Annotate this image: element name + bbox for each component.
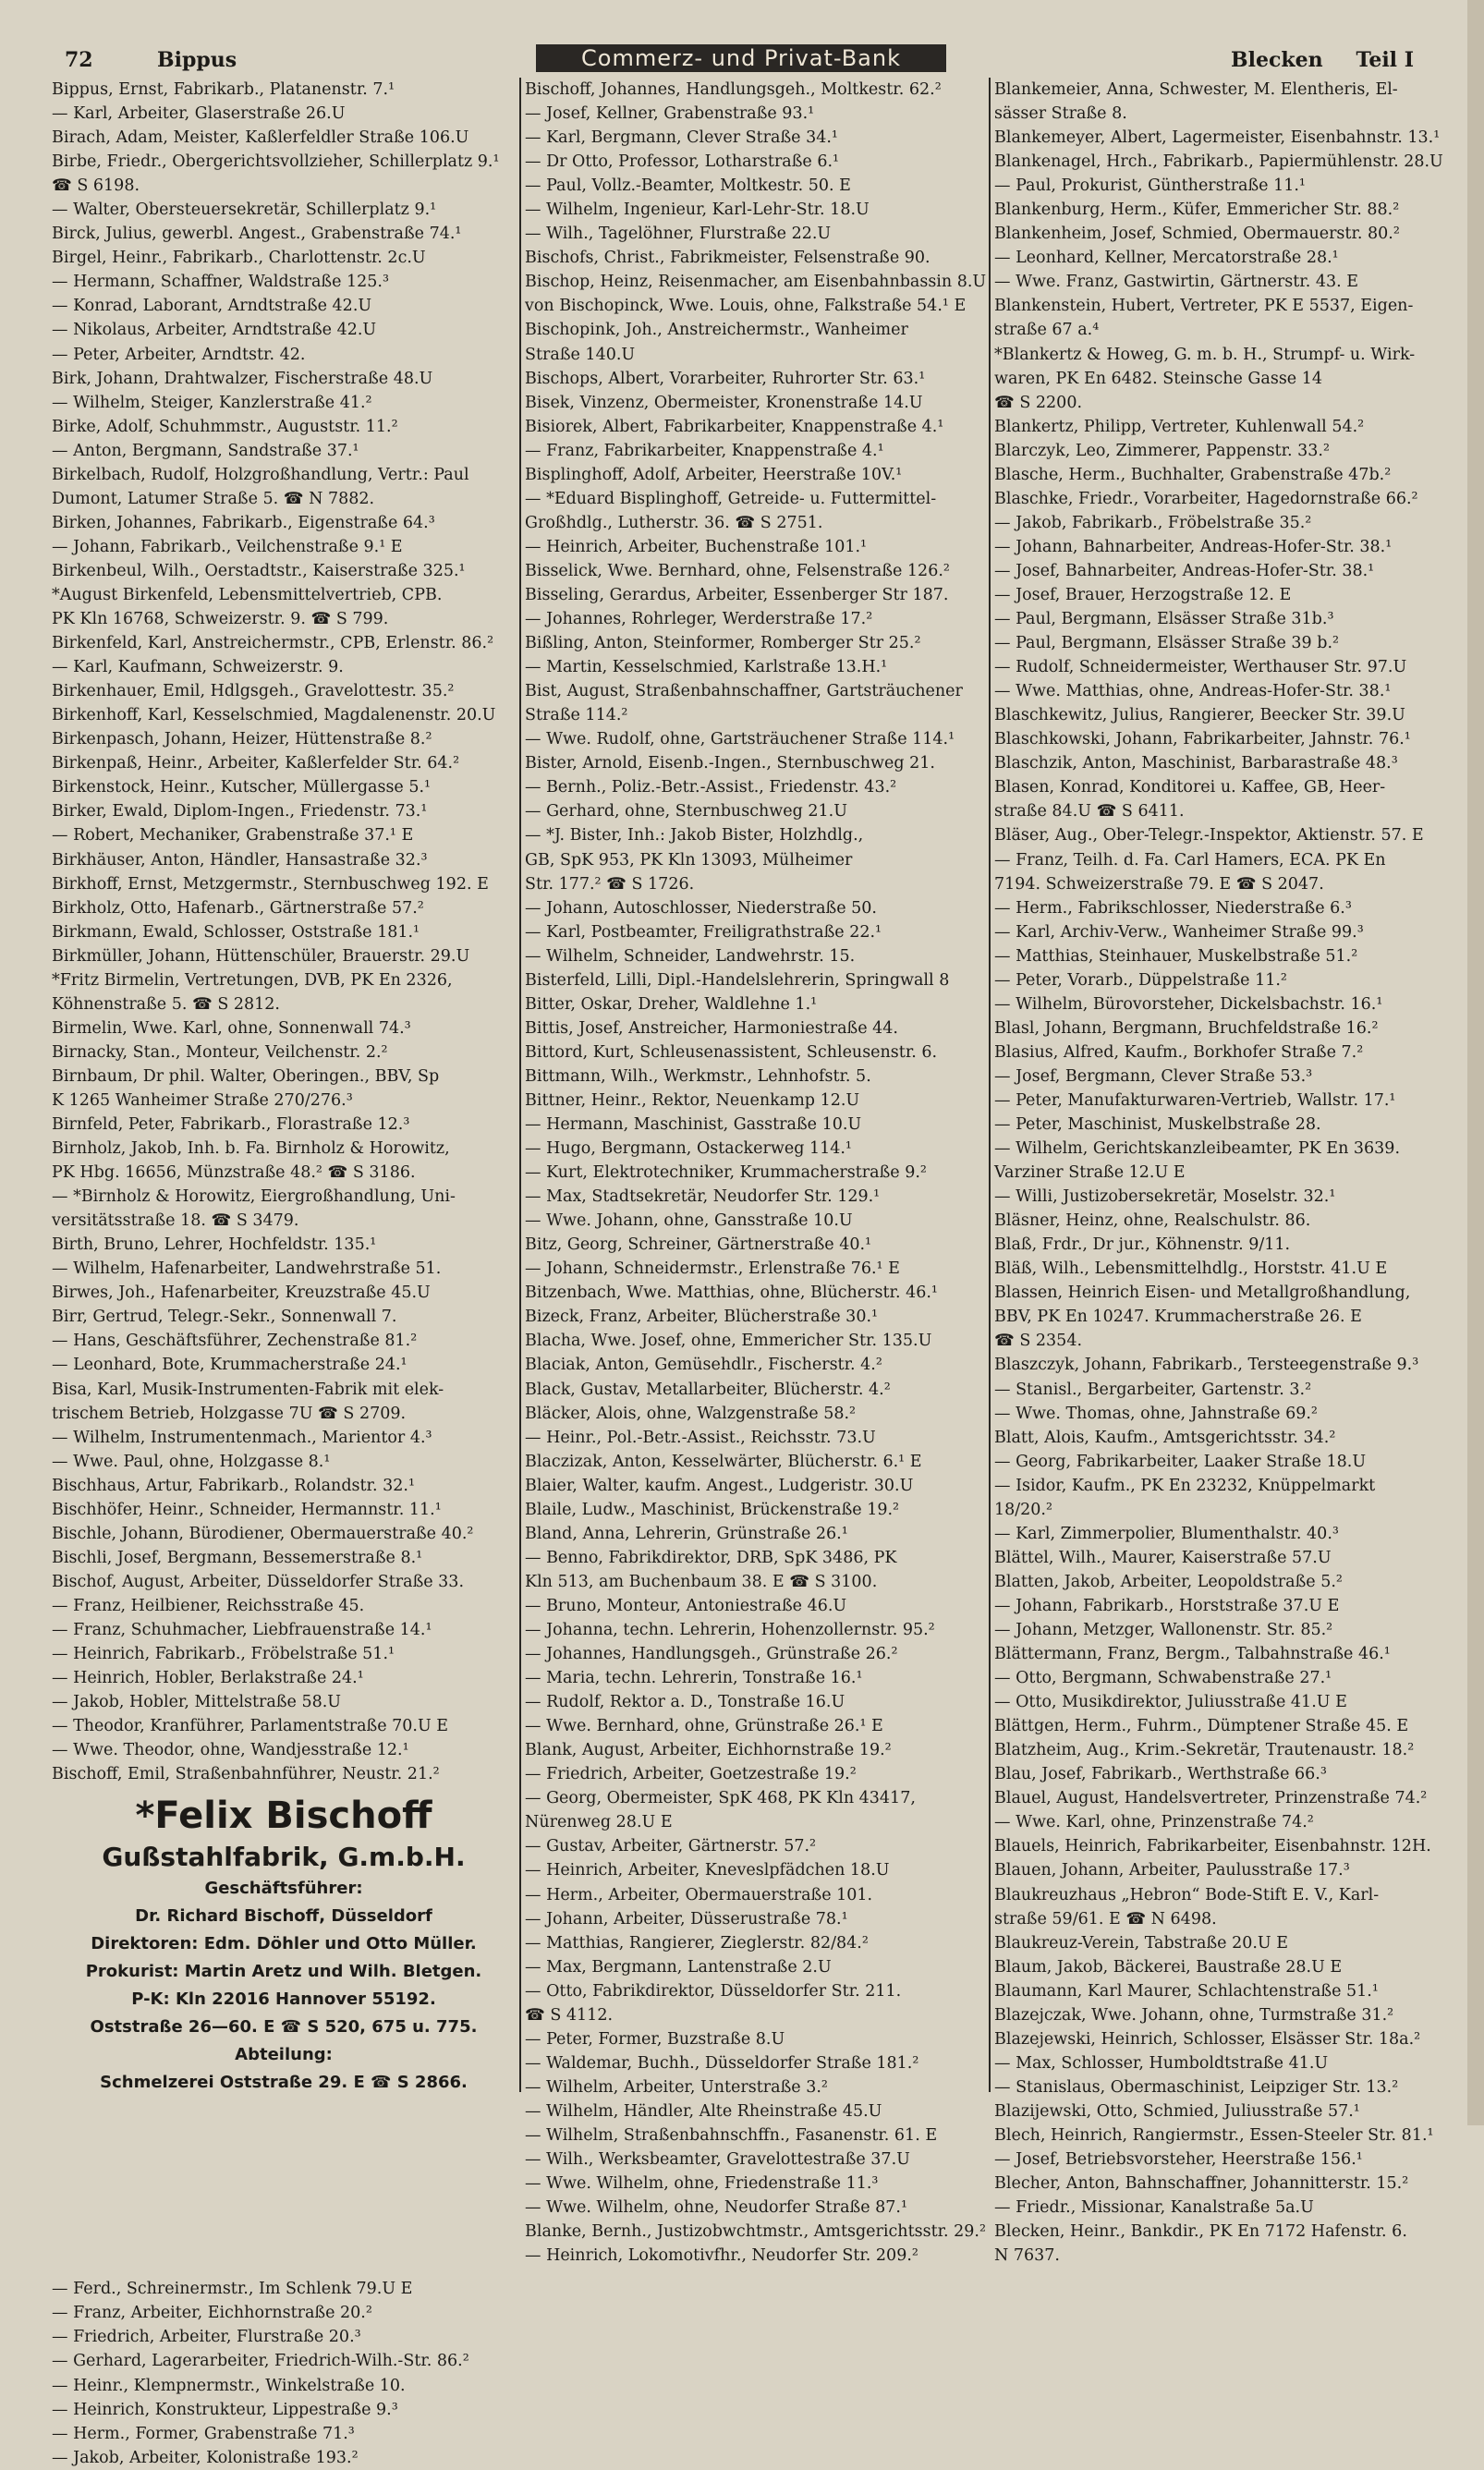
directory-entry-line: Bisseling, Gerardus, Arbeiter, Essenberger Str 187. bbox=[525, 585, 949, 604]
directory-entry-line: — Wwe. Theodor, ohne, Wandjesstraße 12.¹ bbox=[52, 1741, 409, 1760]
directory-entry-line: — Johann, Schneidermstr., Erlenstraße 76.¹ E bbox=[525, 1259, 900, 1279]
directory-entry-line: — *Birnholz & Horowitz, Eiergroßhandlung, Uni- bbox=[52, 1187, 456, 1207]
directory-entry-line: Blaszczyk, Johann, Fabrikarb., Tersteegenstraße 9.³ bbox=[994, 1356, 1419, 1375]
directory-entry-line: Blasius, Alfred, Kaufm., Borkhofer Straße 7.² bbox=[994, 1042, 1364, 1062]
directory-entry-line: Bischop, Heinz, Reisenmacher, am Eisenbahnbassin 8.U bbox=[525, 273, 987, 292]
directory-entry-line: — Josef, Betriebsvorsteher, Heerstraße 156.¹ bbox=[994, 2150, 1363, 2170]
directory-entry-line: — Friedrich, Arbeiter, Goetzestraße 19.² bbox=[525, 1765, 857, 1784]
directory-entry-line: — Isidor, Kaufm., PK En 23232, Knüppelmarkt bbox=[994, 1476, 1376, 1495]
directory-entry-line: — Otto, Bergmann, Schwabenstraße 27.¹ bbox=[994, 1669, 1332, 1688]
directory-entry-line: straße 84.U ☎ S 6411. bbox=[994, 802, 1185, 821]
directory-entry-line: Straße 140.U bbox=[525, 345, 636, 364]
directory-entry-line: — Heinrich, Fabrikarb., Fröbelstraße 51.¹ bbox=[52, 1645, 395, 1664]
directory-entry-line: — Hermann, Maschinist, Gasstraße 10.U bbox=[525, 1115, 862, 1135]
advertisement-line: Gußstahlfabrik, G.m.b.H. bbox=[102, 1842, 466, 1873]
directory-entry-line: — Georg, Obermeister, SpK 468, PK Kln 43417, bbox=[525, 1789, 916, 1808]
directory-entry-line: — Heinr., Klempnermstr., Winkelstraße 10. bbox=[52, 2376, 406, 2395]
directory-entry-line: Blazijewski, Otto, Schmied, Juliusstraße 57.¹ bbox=[994, 2101, 1360, 2121]
directory-entry-line: Blankenheim, Josef, Schmied, Obermauerstr. 80.² bbox=[994, 225, 1400, 244]
directory-entry-line: — Herm., Former, Grabenstraße 71.³ bbox=[52, 2424, 355, 2443]
directory-entry-line: Bläß, Wilh., Lebensmittelhdlg., Horststr. 41.U E bbox=[994, 1259, 1388, 1279]
directory-entry-line: Blassen, Heinrich Eisen- und Metallgroßhandlung, bbox=[994, 1284, 1411, 1303]
directory-entry-line: — Gerhard, Lagerarbeiter, Friedrich-Wilh.-Str. 86.² bbox=[52, 2352, 469, 2371]
directory-entry-line: — Wilhelm, Ingenieur, Karl-Lehr-Str. 18.U bbox=[525, 201, 870, 220]
directory-entry-line: — Heinrich, Arbeiter, Kneveslpfädchen 18.U bbox=[525, 1861, 890, 1880]
directory-entry-line: Bister, Arnold, Eisenb.-Ingen., Sternbuschweg 21. bbox=[525, 754, 935, 773]
directory-entry-line: — Johanna, techn. Lehrerin, Hohenzollernstr. 95.² bbox=[525, 1621, 935, 1639]
directory-entry-line: K 1265 Wanheimer Straße 270/276.³ bbox=[52, 1090, 353, 1110]
directory-entry-line: Blaier, Walter, kaufm. Angest., Ludgeristr. 30.U bbox=[525, 1476, 914, 1495]
directory-entry-line: — Josef, Brauer, Herzogstraße 12. E bbox=[994, 585, 1292, 604]
advertisement-line: Oststraße 26—60. E ☎ S 520, 675 u. 775. bbox=[90, 2017, 478, 2038]
directory-entry-line: Blecher, Anton, Bahnschaffner, Johannitterstr. 15.² bbox=[994, 2174, 1409, 2194]
directory-entry-line: *August Birkenfeld, Lebensmittelvertrieb, CPB. bbox=[52, 585, 443, 604]
directory-entry-line: — Heinrich, Hobler, Berlakstraße 24.¹ bbox=[52, 1669, 364, 1688]
directory-entry-line: Blarczyk, Leo, Zimmerer, Pappenstr. 33.² bbox=[994, 441, 1331, 460]
directory-entry-line: Blaschke, Friedr., Vorarbeiter, Hagedornstraße 66.² bbox=[994, 489, 1418, 508]
directory-entry-line: Black, Gustav, Metallarbeiter, Blücherstr. 4.² bbox=[525, 1380, 891, 1399]
directory-entry-line: — Herm., Fabrikschlosser, Niederstraße 6.³ bbox=[994, 898, 1352, 918]
directory-entry-line: PK Kln 16768, Schweizerstr. 9. ☎ S 799. bbox=[52, 610, 389, 629]
directory-entry-line: — Wwe. Rudolf, ohne, Gartsträuchener Straße 114.¹ bbox=[525, 730, 955, 749]
directory-entry-line: Blaum, Jakob, Bäckerei, Baustraße 28.U E bbox=[994, 1957, 1343, 1977]
directory-entry-line: — Johann, Bahnarbeiter, Andreas-Hofer-Str. 38.¹ bbox=[994, 537, 1393, 556]
directory-entry-line: — Wilhelm, Instrumentenmach., Marientor 4.³ bbox=[52, 1428, 432, 1447]
directory-entry-line: — Friedrich, Arbeiter, Flurstraße 20.³ bbox=[52, 2328, 361, 2347]
directory-entry-line: — Peter, Former, Buzstraße 8.U bbox=[525, 2029, 785, 2049]
directory-entry-line: Blazejczak, Wwe. Johann, ohne, Turmstraße 31.² bbox=[994, 2005, 1394, 2025]
directory-entry-line: — Wwe. Paul, ohne, Holzgasse 8.¹ bbox=[52, 1452, 331, 1471]
directory-entry-line: Blaukreuz-Verein, Tabstraße 20.U E bbox=[994, 1933, 1289, 1953]
directory-entry-line: — Max, Bergmann, Lantenstraße 2.U bbox=[525, 1957, 832, 1977]
directory-entry-line: — Peter, Manufakturwaren-Vertrieb, Wallstr. 17.¹ bbox=[994, 1090, 1396, 1110]
directory-entry-line: Birk, Johann, Drahtwalzer, Fischerstraße 48.U bbox=[52, 369, 433, 388]
directory-entry-line: — Wilhelm, Schneider, Landwehrstr. 15. bbox=[525, 946, 856, 966]
directory-entry-line: Blaumann, Karl Maurer, Schlachtenstraße 51.¹ bbox=[994, 1981, 1379, 2001]
directory-entry-line: ☎ S 2354. bbox=[994, 1332, 1083, 1351]
directory-entry-line: — Herm., Arbeiter, Obermauerstraße 101. bbox=[525, 1885, 873, 1904]
directory-entry-line: — Gerhard, ohne, Sternbuschweg 21.U bbox=[525, 802, 847, 821]
directory-entry-line: straße 67 a.⁴ bbox=[994, 321, 1100, 340]
directory-entry-line: — Wilhelm, Straßenbahnschffn., Fasanenstr. 61. E bbox=[525, 2125, 938, 2145]
directory-entry-line: — Heinrich, Arbeiter, Buchenstraße 101.¹ bbox=[525, 537, 868, 556]
directory-entry-line: Blättermann, Franz, Bergm., Talbahnstraße 46.¹ bbox=[994, 1645, 1391, 1664]
directory-entry-line: Str. 177.² ☎ S 1726. bbox=[525, 874, 695, 894]
directory-entry-line: Blaczizak, Anton, Kesselwärter, Blücherstr. 6.¹ E bbox=[525, 1452, 922, 1471]
directory-entry-line: Varziner Straße 12.U E bbox=[994, 1163, 1186, 1183]
directory-entry-line: Bischofs, Christ., Fabrikmeister, Felsenstraße 90. bbox=[525, 249, 931, 268]
directory-entry-line: — Peter, Arbeiter, Arndtstr. 42. bbox=[52, 345, 306, 364]
directory-entry-line: Blaschzik, Anton, Maschinist, Barbarastraße 48.³ bbox=[994, 754, 1398, 773]
directory-entry-line: Bläsner, Heinz, ohne, Realschulstr. 86. bbox=[994, 1211, 1311, 1231]
column-2 bbox=[519, 78, 991, 2266]
directory-entry-line: — Wwe. Bernhard, ohne, Grünstraße 26.¹ E bbox=[525, 1717, 883, 1736]
directory-entry-line: 18/20.² bbox=[994, 1500, 1053, 1519]
directory-entry-line: — Robert, Mechaniker, Grabenstraße 37.¹ E bbox=[52, 826, 414, 846]
directory-entry-line: Blaß, Frdr., Dr jur., Köhnenstr. 9/11. bbox=[994, 1235, 1291, 1255]
directory-entry-line: — Martin, Kesselschmied, Karlstraße 13.H.¹ bbox=[525, 658, 888, 677]
directory-entry-line: N 7637. bbox=[994, 2246, 1060, 2266]
directory-entry-line: — Max, Stadtsekretär, Neudorfer Str. 129.¹ bbox=[525, 1187, 881, 1207]
directory-entry-line: — Stanislaus, Obermaschinist, Leipziger Str. 13.² bbox=[994, 2077, 1399, 2097]
directory-entry-line: Bischhaus, Artur, Fabrikarb., Rolandstr. 32.¹ bbox=[52, 1476, 415, 1495]
directory-entry-line: — Paul, Vollz.-Beamter, Moltkestr. 50. E bbox=[525, 176, 851, 196]
directory-entry-line: Birke, Adolf, Schuhmmstr., Auguststr. 11.² bbox=[52, 417, 398, 436]
directory-entry-line: Straße 114.² bbox=[525, 706, 628, 725]
directory-entry-line: — Franz, Arbeiter, Eichhornstraße 20.² bbox=[52, 2304, 372, 2323]
directory-entry-line: *Fritz Birmelin, Vertretungen, DVB, PK En 2326, bbox=[52, 970, 453, 990]
directory-entry-line: Blaile, Ludw., Maschinist, Brückenstraße 19.² bbox=[525, 1500, 900, 1519]
directory-entry-line: Birkenpaß, Heinr., Arbeiter, Kaßlerfelder Str. 64.² bbox=[52, 754, 460, 773]
directory-entry-line: — Karl, Archiv-Verw., Wanheimer Straße 99.³ bbox=[994, 922, 1364, 942]
column-3-entries bbox=[991, 78, 1464, 2268]
directory-entry-line: — Johann, Fabrikarb., Horststraße 37.U E bbox=[994, 1596, 1340, 1615]
directory-entry-line: Blankemeyer, Albert, Lagermeister, Eisenbahnstr. 13.¹ bbox=[994, 128, 1441, 148]
directory-entry-line: — Franz, Fabrikarbeiter, Knappenstraße 4.¹ bbox=[525, 441, 884, 460]
directory-entry-line: ☎ S 2200. bbox=[994, 393, 1083, 412]
directory-entry-line: Birkenstock, Heinr., Kutscher, Müllergasse 5.¹ bbox=[52, 778, 432, 797]
directory-entry-line: — Nikolaus, Arbeiter, Arndtstraße 42.U bbox=[52, 321, 377, 340]
directory-entry-line: sässer Straße 8. bbox=[994, 104, 1127, 124]
directory-entry-line: — Wilhelm, Steiger, Kanzlerstraße 41.² bbox=[52, 393, 372, 412]
directory-entry-line: Bisa, Karl, Musik-Instrumenten-Fabrik mit elek- bbox=[52, 1380, 444, 1399]
directory-entry-line: Bland, Anna, Lehrerin, Grünstraße 26.¹ bbox=[525, 1524, 848, 1543]
directory-entry-line: Bitter, Oskar, Dreher, Waldlehne 1.¹ bbox=[525, 994, 818, 1014]
directory-entry-line: — Heinr., Pol.-Betr.-Assist., Reichsstr. 73.U bbox=[525, 1428, 876, 1447]
directory-entry-line: Blättgen, Herm., Fuhrm., Dümptener Straße 45. E bbox=[994, 1717, 1409, 1736]
directory-entry-line: Birnholz, Jakob, Inh. b. Fa. Birnholz & Horowitz, bbox=[52, 1139, 450, 1159]
directory-entry-line: Blatzheim, Aug., Krim.-Sekretär, Trautenaustr. 18.² bbox=[994, 1741, 1415, 1760]
directory-entry-line: Dumont, Latumer Straße 5. ☎ N 7882. bbox=[52, 489, 375, 508]
advertisement-line: Prokurist: Martin Aretz und Wilh. Bletgen. bbox=[85, 1962, 482, 1982]
directory-entry-line: Birth, Bruno, Lehrer, Hochfeldstr. 135.¹ bbox=[52, 1235, 377, 1255]
directory-entry-line: — Dr Otto, Professor, Lotharstraße 6.¹ bbox=[525, 152, 840, 172]
directory-entry-line: Blank, August, Arbeiter, Eichhornstraße 19.² bbox=[525, 1741, 892, 1760]
directory-entry-line: — Gustav, Arbeiter, Gärtnerstr. 57.² bbox=[525, 1837, 817, 1856]
directory-entry-line: Birkholz, Otto, Hafenarb., Gärtnerstraße 57.² bbox=[52, 898, 424, 918]
directory-entry-line: — Johann, Fabrikarb., Veilchenstraße 9.¹ E bbox=[52, 537, 403, 556]
directory-entry-line: — Maria, techn. Lehrerin, Tonstraße 16.¹ bbox=[525, 1669, 863, 1688]
directory-entry-line: Bitzenbach, Wwe. Matthias, ohne, Blücherstr. 46.¹ bbox=[525, 1284, 938, 1303]
directory-entry-line: — Paul, Prokurist, Güntherstraße 11.¹ bbox=[994, 176, 1306, 196]
directory-entry-line: ☎ S 4112. bbox=[525, 2005, 614, 2025]
directory-entry-line: — Waldemar, Buchh., Düsseldorfer Straße 181.² bbox=[525, 2053, 919, 2073]
directory-entry-line: — Konrad, Laborant, Arndtstraße 42.U bbox=[52, 297, 372, 316]
directory-entry-line: — Heinrich, Konstrukteur, Lippestraße 9.³ bbox=[52, 2400, 398, 2419]
advertisement-line: Geschäftsführer: bbox=[204, 1879, 363, 1899]
directory-entry-line: — *J. Bister, Inh.: Jakob Bister, Holzhdlg., bbox=[525, 826, 864, 846]
directory-entry-line: Birkenbeul, Wilh., Oerstadtstr., Kaiserstraße 325.¹ bbox=[52, 561, 466, 580]
directory-entry-line: — Wilhelm, Hafenarbeiter, Landwehrstraße 51. bbox=[52, 1259, 442, 1279]
directory-entry-line: Birr, Gertrud, Telegr.-Sekr., Sonnenwall 7. bbox=[52, 1308, 397, 1327]
directory-entry-line: Blankemeier, Anna, Schwester, M. Elentheris, El- bbox=[994, 80, 1398, 99]
directory-entry-line: — Johann, Arbeiter, Düsserustraße 78.¹ bbox=[525, 1909, 848, 1929]
directory-entry-line: Birwes, Joh., Hafenarbeiter, Kreuzstraße 45.U bbox=[52, 1284, 431, 1303]
directory-entry-line: — Karl, Arbeiter, Glaserstraße 26.U bbox=[52, 104, 346, 124]
directory-entry-line: Nürenweg 28.U E bbox=[525, 1813, 673, 1832]
directory-entry-line: — Hugo, Bergmann, Ostackerweg 114.¹ bbox=[525, 1139, 852, 1159]
directory-entry-line: — Leonhard, Kellner, Mercatorstraße 28.¹ bbox=[994, 249, 1339, 268]
directory-entry-line: — Rudolf, Schneidermeister, Werthauser Str. 97.U bbox=[994, 658, 1407, 677]
directory-entry-line: — Karl, Zimmerpolier, Blumenthalstr. 40.³ bbox=[994, 1524, 1339, 1543]
directory-entry-line: — Wwe. Thomas, ohne, Jahnstraße 69.² bbox=[994, 1404, 1318, 1423]
directory-entry-line: Bischops, Albert, Vorarbeiter, Ruhrorter Str. 63.¹ bbox=[525, 369, 926, 388]
directory-entry-line: — Wwe. Karl, ohne, Prinzenstraße 74.² bbox=[994, 1813, 1314, 1832]
directory-entry-line: — Bernh., Poliz.-Betr.-Assist., Friedenstr. 43.² bbox=[525, 778, 897, 797]
directory-entry-line: — Theodor, Kranführer, Parlamentstraße 70.U E bbox=[52, 1717, 449, 1736]
directory-entry-line: Blatten, Jakob, Arbeiter, Leopoldstraße 5.² bbox=[994, 1572, 1343, 1591]
directory-entry-line: — Hans, Geschäftsführer, Zechenstraße 81.² bbox=[52, 1332, 418, 1351]
directory-entry-line: BBV, PK En 10247. Krummacherstraße 26. E bbox=[994, 1308, 1362, 1327]
directory-entry-line: Birnbaum, Dr phil. Walter, Oberingen., BBV, Sp bbox=[52, 1066, 440, 1086]
directory-entry-line: Bisselick, Wwe. Bernhard, ohne, Felsenstraße 126.² bbox=[525, 561, 950, 580]
column-3 bbox=[989, 78, 1464, 2266]
directory-entry-line: — Leonhard, Bote, Krummacherstraße 24.¹ bbox=[52, 1356, 407, 1375]
directory-entry-line: — Heinrich, Lokomotivfhr., Neudorfer Str. 209.² bbox=[525, 2246, 918, 2266]
directory-entry-line: Birken, Johannes, Fabrikarb., Eigenstraße 64.³ bbox=[52, 513, 435, 532]
directory-entry-line: — Jakob, Hobler, Mittelstraße 58.U bbox=[52, 1693, 342, 1712]
directory-entry-line: Birkenfeld, Karl, Anstreichermstr., CPB, Erlenstr. 86.² bbox=[52, 634, 494, 653]
directory-entry-line: Blasche, Herm., Buchhalter, Grabenstraße 47b.² bbox=[994, 465, 1392, 484]
directory-entry-line: Blauel, August, Handelsvertreter, Prinzenstraße 74.² bbox=[994, 1789, 1428, 1808]
directory-entry-line: Bist, August, Straßenbahnschaffner, Gartsträuchener bbox=[525, 682, 963, 701]
directory-entry-line: Bittord, Kurt, Schleusenassistent, Schleusenstr. 6. bbox=[525, 1042, 938, 1062]
advertisement-line: Schmelzerei Oststraße 29. E ☎ S 2866. bbox=[100, 2073, 468, 2093]
directory-entry-line: — Ferd., Schreinermstr., Im Schlenk 79.U E bbox=[52, 2280, 413, 2299]
directory-entry-line: — Anton, Bergmann, Sandstraße 37.¹ bbox=[52, 441, 359, 460]
directory-entry-line: Blecken, Heinr., Bankdir., PK En 7172 Hafenstr. 6. bbox=[994, 2222, 1407, 2242]
directory-entry-line: Blech, Heinrich, Rangiermstr., Essen-Steeler Str. 81.¹ bbox=[994, 2125, 1434, 2145]
directory-entry-line: — Wwe. Johann, ohne, Gansstraße 10.U bbox=[525, 1211, 853, 1231]
directory-entry-line: — Otto, Musikdirektor, Juliusstraße 41.U E bbox=[994, 1693, 1347, 1712]
directory-entry-line: *Blankertz & Howeg, G. m. b. H., Strumpf- u. Wirk- bbox=[994, 345, 1416, 364]
directory-entry-line: — Paul, Bergmann, Elsässer Straße 31b.³ bbox=[994, 610, 1334, 629]
directory-entry-line: — Franz, Teilh. d. Fa. Carl Hamers, ECA. PK En bbox=[994, 850, 1386, 870]
directory-entry-line: — Hermann, Schaffner, Waldstraße 125.³ bbox=[52, 273, 389, 292]
directory-entry-line: Birkenhoff, Karl, Kesselschmied, Magdalenenstr. 20.U bbox=[52, 706, 496, 725]
directory-entry-line: Birkhäuser, Anton, Händler, Hansastraße 32.³ bbox=[52, 850, 428, 870]
directory-entry-line: — Josef, Kellner, Grabenstraße 93.¹ bbox=[525, 104, 815, 124]
directory-entry-line: — Kurt, Elektrotechniker, Krummacherstraße 9.² bbox=[525, 1163, 927, 1183]
directory-entry-line: von Bischopinck, Wwe. Louis, ohne, Falkstraße 54.¹ E bbox=[525, 297, 967, 316]
directory-entry-line: — Jakob, Fabrikarb., Fröbelstraße 35.² bbox=[994, 513, 1312, 532]
directory-entry-line: Bitz, Georg, Schreiner, Gärtnerstraße 40.¹ bbox=[525, 1235, 872, 1255]
directory-entry-line: Birmelin, Wwe. Karl, ohne, Sonnenwall 74.³ bbox=[52, 1018, 411, 1038]
directory-entry-line: — Bruno, Monteur, Antoniestraße 46.U bbox=[525, 1596, 847, 1615]
directory-entry-line: — Jakob, Arbeiter, Kolonistraße 193.² bbox=[52, 2448, 359, 2467]
page-edge bbox=[1467, 0, 1484, 2125]
directory-entry-line: Blaschkewitz, Julius, Rangierer, Beecker Str. 39.U bbox=[994, 706, 1405, 725]
directory-entry-line: Birnacky, Stan., Monteur, Veilchenstr. 2.² bbox=[52, 1042, 388, 1062]
column-1-entries-top bbox=[48, 78, 519, 1786]
directory-entry-line: Bißling, Anton, Steinformer, Romberger Str 25.² bbox=[525, 634, 921, 653]
directory-entry-line: Bläcker, Alois, ohne, Walzgenstraße 58.² bbox=[525, 1404, 857, 1423]
directory-entry-line: Bisterfeld, Lilli, Dipl.-Handelslehrerin, Springwall 8 bbox=[525, 970, 950, 990]
directory-entry-line: Birbe, Friedr., Obergerichtsvollzieher, Schillerplatz 9.¹ bbox=[52, 152, 500, 172]
directory-entry-line: — Wilhelm, Händler, Alte Rheinstraße 45.U bbox=[525, 2101, 882, 2121]
directory-entry-line: Blankertz, Philipp, Vertreter, Kuhlenwall 54.² bbox=[994, 417, 1365, 436]
directory-entry-line: versitätsstraße 18. ☎ S 3479. bbox=[52, 1211, 299, 1231]
directory-entry-line: Bittis, Josef, Anstreicher, Harmoniestraße 44. bbox=[525, 1018, 898, 1038]
directory-entry-line: Bippus, Ernst, Fabrikarb., Platanenstr. 7.¹ bbox=[52, 80, 395, 99]
directory-entry-line: — Wilh., Werksbeamter, Gravelottestraße 37.U bbox=[525, 2150, 910, 2170]
directory-entry-line: Blasen, Konrad, Konditorei u. Kaffee, GB, Heer- bbox=[994, 778, 1386, 797]
directory-entry-line: — Wwe. Wilhelm, ohne, Friedenstraße 11.³ bbox=[525, 2174, 879, 2194]
directory-entry-line: Blaciak, Anton, Gemüsehdlr., Fischerstr. 4.² bbox=[525, 1356, 882, 1375]
directory-entry-line: Blankenburg, Herm., Küfer, Emmericher Str. 88.² bbox=[994, 201, 1400, 220]
directory-entry-line: Bisiorek, Albert, Fabrikarbeiter, Knappenstraße 4.¹ bbox=[525, 417, 944, 436]
directory-entry-line: — Karl, Bergmann, Clever Straße 34.¹ bbox=[525, 128, 838, 148]
directory-entry-line: Blasl, Johann, Bergmann, Bruchfeldstraße 16.² bbox=[994, 1018, 1379, 1038]
directory-entry-line: — Otto, Fabrikdirektor, Düsseldorfer Str. 211. bbox=[525, 1981, 902, 2001]
directory-entry-line: Bisplinghoff, Adolf, Arbeiter, Heerstraße 10V.¹ bbox=[525, 465, 903, 484]
directory-entry-line: Bischle, Johann, Bürodiener, Obermauerstraße 40.² bbox=[52, 1524, 474, 1543]
directory-entry-line: — Max, Schlosser, Humboldtstraße 41.U bbox=[994, 2053, 1329, 2073]
column-1-entries-bottom bbox=[48, 2277, 519, 2469]
directory-entry-line: ☎ S 6198. bbox=[52, 176, 140, 196]
directory-entry-line: Bischhöfer, Heinr., Schneider, Hermannstr. 11.¹ bbox=[52, 1500, 442, 1519]
directory-entry-line: — Willi, Justizobersekretär, Moselstr. 32.¹ bbox=[994, 1187, 1336, 1207]
bischoff-advertisement bbox=[48, 1792, 519, 2277]
directory-entry-line: Bläser, Aug., Ober-Telegr.-Inspektor, Aktienstr. 57. E bbox=[994, 826, 1424, 846]
directory-entry-line: Bischoff, Johannes, Handlungsgeh., Moltkestr. 62.² bbox=[525, 80, 942, 99]
advertisement-line: Dr. Richard Bischoff, Düsseldorf bbox=[135, 1906, 432, 1927]
page-number: 72 bbox=[65, 48, 93, 72]
directory-entry-line: — Friedr., Missionar, Kanalstraße 5a.U bbox=[994, 2198, 1314, 2218]
directory-entry-line: — *Eduard Bisplinghoff, Getreide- u. Futtermittel- bbox=[525, 489, 937, 508]
directory-entry-line: Blaukreuzhaus „Hebron“ Bode-Stift E. V., Karl- bbox=[994, 1885, 1380, 1904]
directory-entry-line: — Paul, Bergmann, Elsässer Straße 39 b.² bbox=[994, 634, 1340, 653]
directory-entry-line: — Wwe. Wilhelm, ohne, Neudorfer Straße 87.¹ bbox=[525, 2198, 907, 2218]
directory-entry-line: — Johann, Autoschlosser, Niederstraße 50. bbox=[525, 898, 877, 918]
directory-entry-line: — Wilhelm, Gerichtskanzleibeamter, PK En 3639. bbox=[994, 1139, 1401, 1159]
directory-entry-line: Birker, Ewald, Diplom-Ingen., Friedenstr. 73.¹ bbox=[52, 802, 428, 821]
directory-entry-line: — Wilhelm, Bürovorsteher, Dickelsbachstr. 16.¹ bbox=[994, 994, 1383, 1014]
directory-entry-line: Birck, Julius, gewerbl. Angest., Grabenstraße 74.¹ bbox=[52, 225, 462, 244]
directory-entry-line: Bittmann, Wilh., Werkmstr., Lehnhofstr. 5. bbox=[525, 1066, 871, 1086]
directory-entry-line: — Johannes, Handlungsgeh., Grünstraße 26.² bbox=[525, 1645, 898, 1664]
directory-entry-line: Birkhoff, Ernst, Metzgermstr., Sternbuschweg 192. E bbox=[52, 874, 489, 894]
directory-entry-line: — Karl, Postbeamter, Freiligrathstraße 22.¹ bbox=[525, 922, 882, 942]
directory-entry-line: waren, PK En 6482. Steinsche Gasse 14 bbox=[994, 369, 1322, 388]
directory-entry-line: GB, SpK 953, PK Kln 13093, Mülheimer bbox=[525, 850, 853, 870]
directory-entry-line: trischem Betrieb, Holzgasse 7U ☎ S 2709. bbox=[52, 1404, 407, 1423]
directory-entry-line: Blankenagel, Hrch., Fabrikarb., Papiermühlenstr. 28.U bbox=[994, 152, 1443, 172]
directory-entry-line: — Karl, Kaufmann, Schweizerstr. 9. bbox=[52, 658, 344, 677]
directory-entry-line: Blankenstein, Hubert, Vertreter, PK E 5537, Eigen- bbox=[994, 297, 1414, 316]
directory-entry-line: Birkmüller, Johann, Hüttenschüler, Brauerstr. 29.U bbox=[52, 946, 470, 966]
directory-entry-line: — Walter, Obersteuersekretär, Schillerplatz 9.¹ bbox=[52, 201, 437, 220]
directory-entry-line: — Franz, Schuhmacher, Liebfrauenstraße 14.¹ bbox=[52, 1621, 432, 1639]
directory-entry-line: — Peter, Maschinist, Muskelbstraße 28. bbox=[994, 1115, 1321, 1135]
column-2-entries bbox=[521, 78, 991, 2268]
directory-entry-line: — Wwe. Matthias, ohne, Andreas-Hofer-Str. 38.¹ bbox=[994, 682, 1392, 701]
directory-entry-line: Bizeck, Franz, Arbeiter, Blücherstraße 30.¹ bbox=[525, 1308, 879, 1327]
directory-entry-line: — Rudolf, Rektor a. D., Tonstraße 16.U bbox=[525, 1693, 845, 1712]
directory-entry-line: — Wilhelm, Arbeiter, Unterstraße 3.² bbox=[525, 2077, 828, 2097]
directory-entry-line: Bischli, Josef, Bergmann, Bessemerstraße 8.¹ bbox=[52, 1548, 423, 1567]
directory-entry-line: 7194. Schweizerstraße 79. E ☎ S 2047. bbox=[994, 874, 1324, 894]
advertisement-line: *Felix Bischoff bbox=[135, 1795, 432, 1838]
advertisement-line: P-K: Kln 22016 Hannover 55192. bbox=[131, 1989, 436, 2010]
directory-entry-line: Großhdlg., Lutherstr. 36. ☎ S 2751. bbox=[525, 513, 823, 532]
directory-entry-line: Birkenpasch, Johann, Heizer, Hüttenstraße 8.² bbox=[52, 730, 432, 749]
directory-entry-line: PK Hbg. 16656, Münzstraße 48.² ☎ S 3186. bbox=[52, 1163, 416, 1183]
directory-entry-line: Birkmann, Ewald, Schlosser, Oststraße 181.¹ bbox=[52, 922, 420, 942]
directory-entry-line: Bischopink, Joh., Anstreichermstr., Wanheimer bbox=[525, 321, 908, 340]
directory-entry-line: — Josef, Bahnarbeiter, Andreas-Hofer-Str. 38.¹ bbox=[994, 561, 1375, 580]
directory-entry-line: — Wilh., Tagelöhner, Flurstraße 22.U bbox=[525, 225, 832, 244]
directory-entry-line: — Benno, Fabrikdirektor, DRB, SpK 3486, PK bbox=[525, 1548, 897, 1567]
directory-entry-line: Bisek, Vinzenz, Obermeister, Kronenstraße 14.U bbox=[525, 393, 923, 412]
directory-entry-line: — Josef, Bergmann, Clever Straße 53.³ bbox=[994, 1066, 1313, 1086]
directory-entry-line: — Matthias, Rangierer, Zieglerstr. 82/84.² bbox=[525, 1933, 869, 1953]
directory-entry-line: Birgel, Heinr., Fabrikarb., Charlottenstr. 2c.U bbox=[52, 249, 426, 268]
directory-entry-line: Bittner, Heinr., Rektor, Neuenkamp 12.U bbox=[525, 1090, 860, 1110]
directory-entry-line: Blazejewski, Heinrich, Schlosser, Elsässer Str. 18a.² bbox=[994, 2029, 1421, 2049]
advertisement-line: Direktoren: Edm. Döhler und Otto Müller. bbox=[91, 1934, 477, 1954]
directory-entry-line: — Wwe. Franz, Gastwirtin, Gärtnerstr. 43. E bbox=[994, 273, 1359, 292]
directory-entry-line: Kln 513, am Buchenbaum 38. E ☎ S 3100. bbox=[525, 1572, 878, 1591]
directory-entry-line: — Franz, Heilbiener, Reichsstraße 45. bbox=[52, 1596, 365, 1615]
directory-entry-line: Birach, Adam, Meister, Kaßlerfeldler Straße 106.U bbox=[52, 128, 469, 148]
part-label: Teil I bbox=[1356, 48, 1414, 72]
directory-entry-line: Blättel, Wilh., Maurer, Kaiserstraße 57.U bbox=[994, 1548, 1332, 1567]
directory-entry-line: Blanke, Bernh., Justizobwchtmstr., Amtsgerichtsstr. 29.² bbox=[525, 2222, 987, 2242]
bank-banner: Commerz- und Privat-Bank bbox=[536, 44, 946, 72]
directory-entry-line: — Matthias, Steinhauer, Muskelbstraße 51.² bbox=[994, 946, 1358, 966]
directory-entry-line: straße 59/61. E ☎ N 6498. bbox=[994, 1909, 1217, 1929]
directory-entry-line: Blaschkowski, Johann, Fabrikarbeiter, Jahnstr. 76.¹ bbox=[994, 730, 1411, 749]
directory-entry-line: Birkenhauer, Emil, Hdlgsgeh., Gravelottestr. 35.² bbox=[52, 682, 455, 701]
directory-entry-line: Blauen, Johann, Arbeiter, Paulusstraße 17.³ bbox=[994, 1861, 1350, 1880]
page-header bbox=[65, 44, 1432, 81]
directory-entry-line: Birkelbach, Rudolf, Holzgroßhandlung, Vertr.: Paul bbox=[52, 465, 469, 484]
directory-entry-line: Blauels, Heinrich, Fabrikarbeiter, Eisenbahnstr. 12H. bbox=[994, 1837, 1431, 1856]
directory-entry-line: Blatt, Alois, Kaufm., Amtsgerichtsstr. 34.² bbox=[994, 1428, 1336, 1447]
directory-entry-line: — Peter, Vorarb., Düppelstraße 11.² bbox=[994, 970, 1287, 990]
directory-entry-line: — Johannes, Rohrleger, Werderstraße 17.² bbox=[525, 610, 873, 629]
directory-entry-line: Köhnenstraße 5. ☎ S 2812. bbox=[52, 994, 280, 1014]
right-running-name: Blecken bbox=[1231, 48, 1323, 72]
directory-entry-line: — Johann, Metzger, Wallonenstr. Str. 85.² bbox=[994, 1621, 1333, 1639]
directory-entry-line: Blau, Josef, Fabrikarb., Werthstraße 66.³ bbox=[994, 1765, 1327, 1784]
advertisement-line: Abteilung: bbox=[235, 2045, 333, 2065]
directory-entry-line: Bischoff, Emil, Straßenbahnführer, Neustr. 21.² bbox=[52, 1765, 440, 1784]
directory-entry-line: — Stanisl., Bergarbeiter, Gartenstr. 3.² bbox=[994, 1380, 1312, 1399]
left-running-name: Bippus bbox=[157, 48, 237, 72]
directory-entry-line: Blacha, Wwe. Josef, ohne, Emmericher Str. 135.U bbox=[525, 1332, 932, 1351]
directory-entry-line: Birnfeld, Peter, Fabrikarb., Florastraße 12.³ bbox=[52, 1115, 410, 1135]
directory-entry-line: Bischof, August, Arbeiter, Düsseldorfer Straße 33. bbox=[52, 1572, 465, 1591]
column-1 bbox=[48, 78, 519, 2467]
directory-entry-line: — Georg, Fabrikarbeiter, Laaker Straße 18.U bbox=[994, 1452, 1367, 1471]
